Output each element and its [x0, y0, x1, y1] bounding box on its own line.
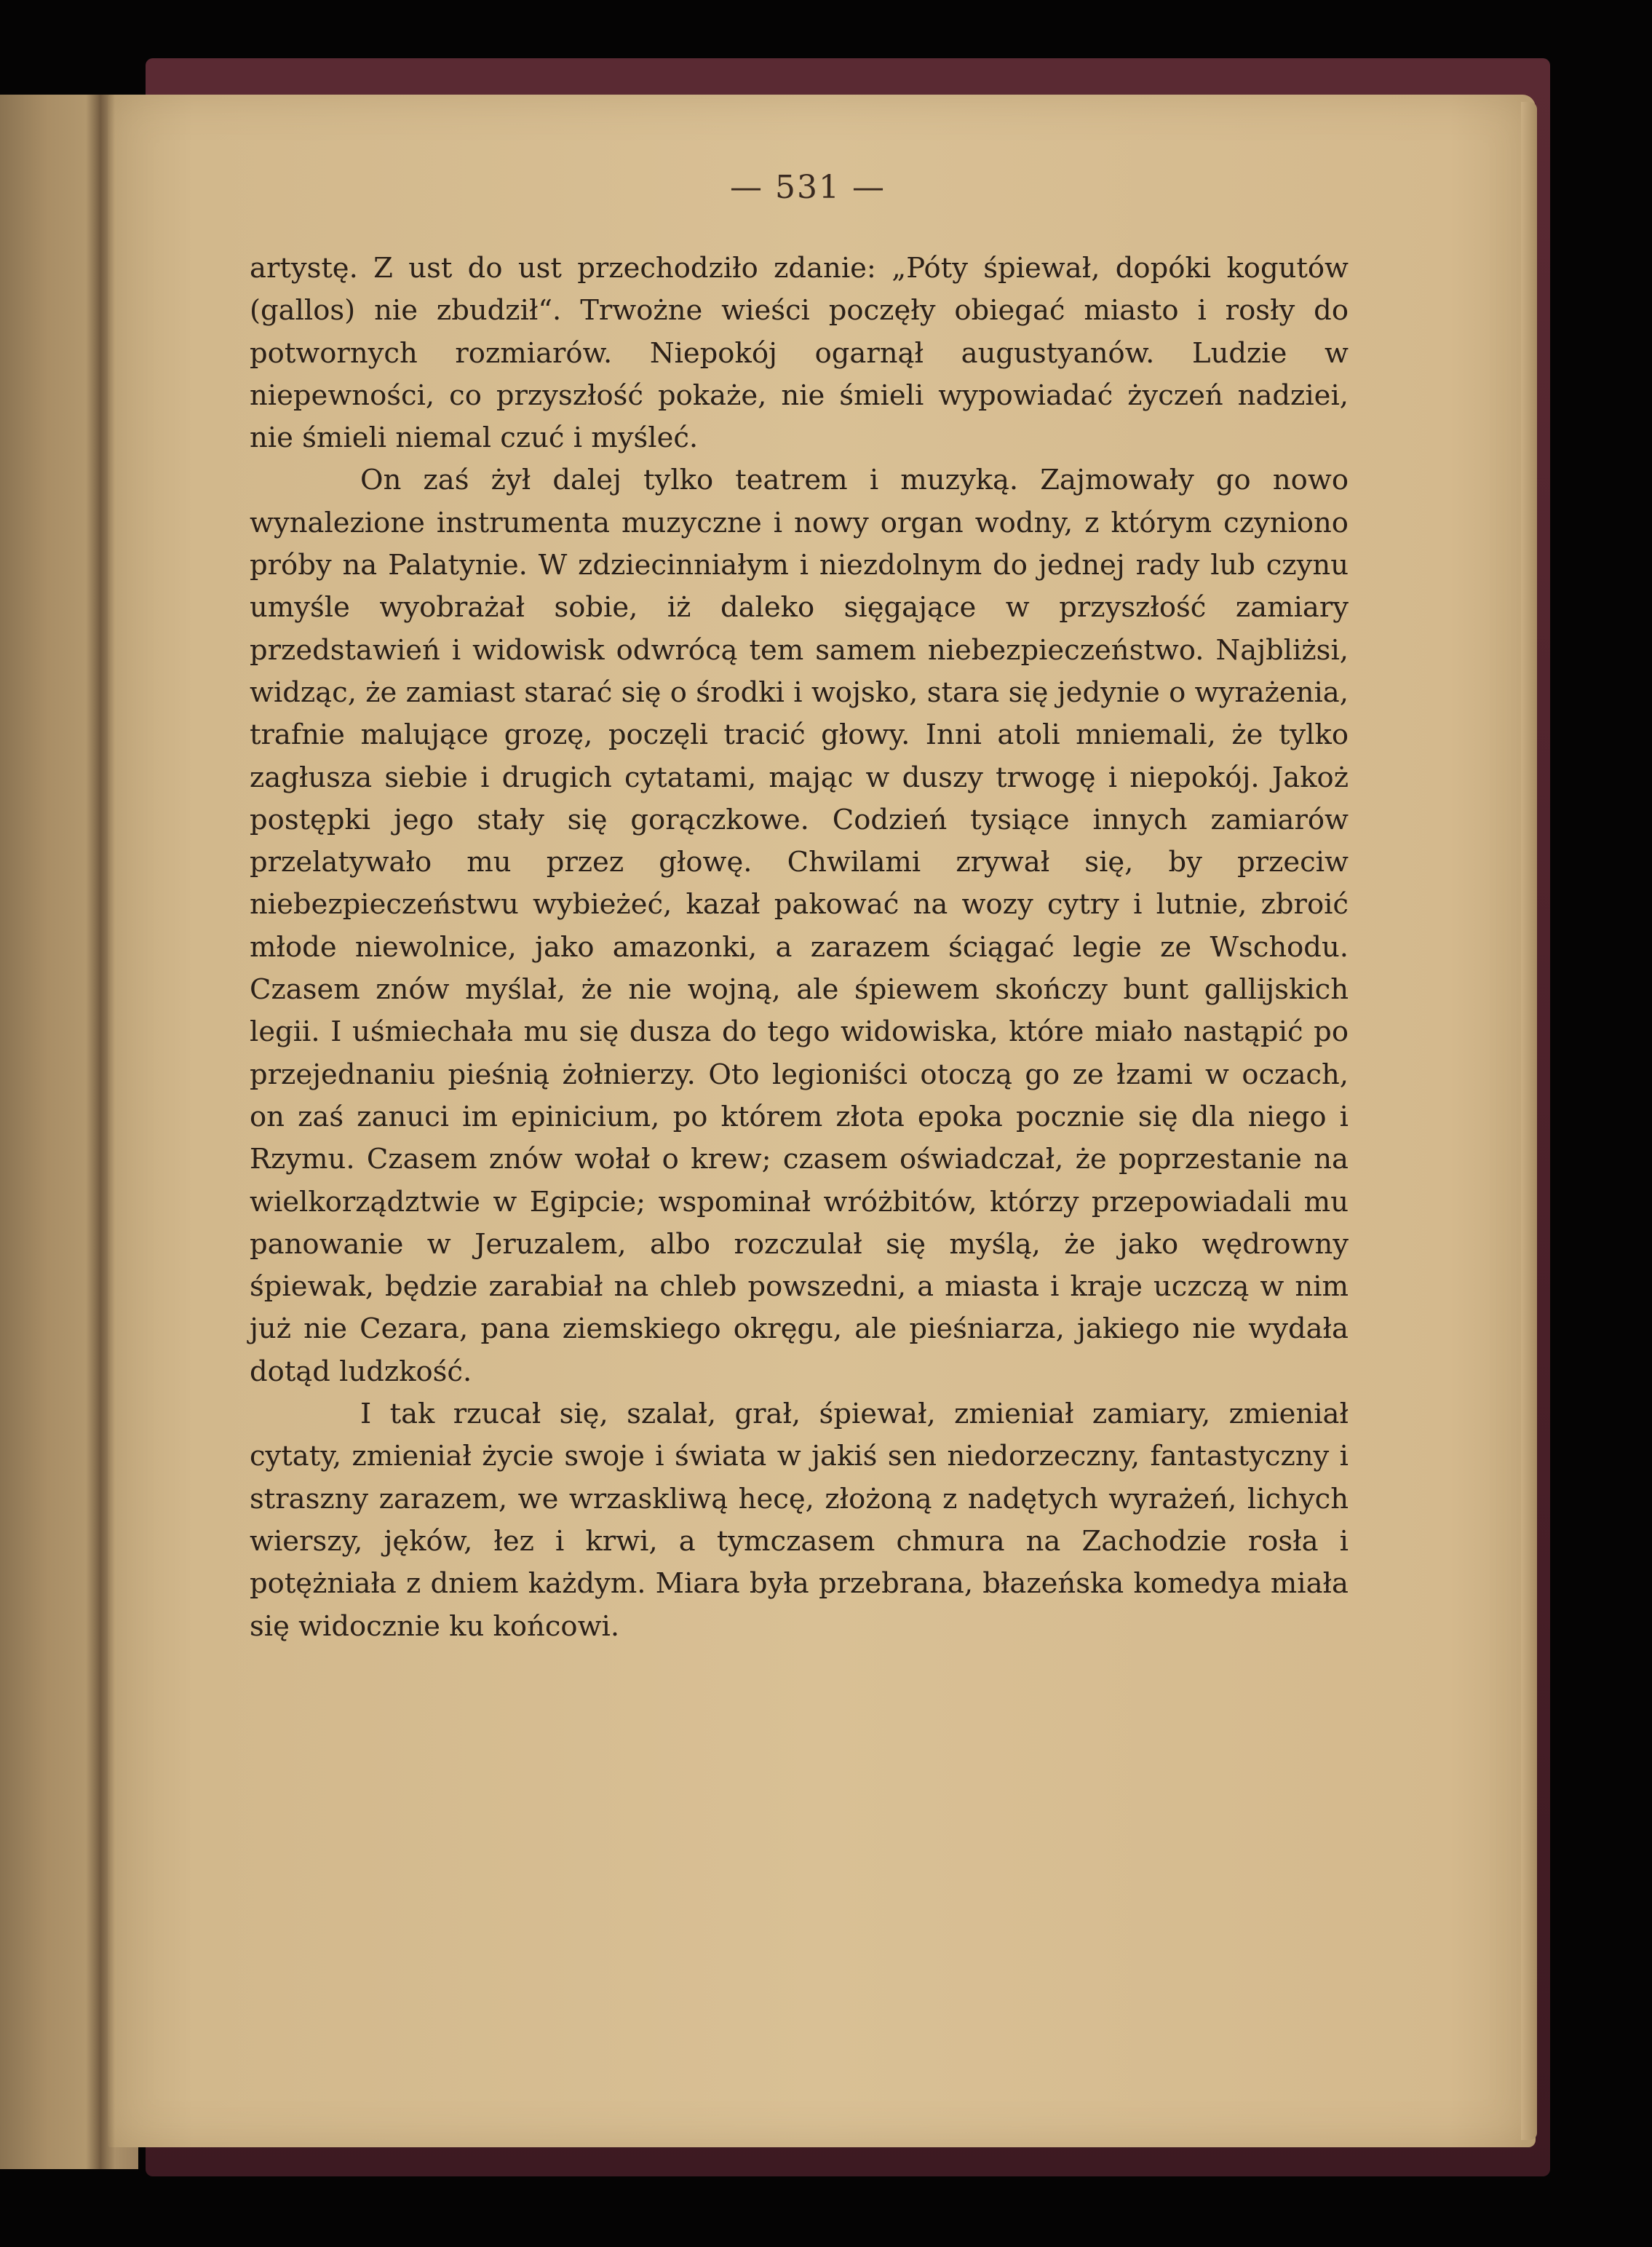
paragraph-1: artystę. Z ust do ust przechodziło zdanie: „Póty śpiewał, dopóki kogutów (gallos) nie zbudził“. Trwożne wieści poczęły obiegać miasto i rosły do potwornych rozmiarów. Niepokój ogarnął augustyanów. Ludzie w niepewności, co przyszłość pokaże, nie śmieli wypowiadać życzeń nadziei, nie śmieli niemal czuć i myśleć.: [250, 252, 1349, 455]
paragraph-2: On zaś żył dalej tylko teatrem i muzyką. Zajmowały go nowo wynalezione instrumenta muzyczne i nowy organ wodny, z którym czyniono próby na Palatynie. W zdziecinniałym i niezdolnym do jednej rady lub czynu umyśle wyobrażał sobie, iż daleko sięgające w przyszłość zamiary przedstawień i widowisk odwrócą tem samem niebezpieczeństwo. Najbliżsi, widząc, że zamiast starać się o środki i wojsko, stara się jedynie o wyrażenia, trafnie malujące grozę, poczęli tracić głowy. Inni atoli mniemali, że tylko zagłusza siebie i drugich cytatami, mając w duszy trwogę i niepokój. Jakoż postępki jego stały się gorączkowe. Codzień tysiące innych zamiarów przelatywało mu przez głowę. Chwilami zrywał się, by przeciw niebezpieczeństwu wybieżeć, kazał pakować na wozy cytry i lutnie, zbroić młode niewolnice, jako amazonki, a zarazem ściągać legie ze Wschodu. Czasem znów myślał, że nie wojną, ale śpiewem skończy bunt gallijskich legii. I uśmiechała mu się dusza do tego widowiska, które miało nastąpić po przejednaniu pieśnią żołnierzy. Oto legioniści otoczą go ze łzami w oczach, on zaś zanuci im epinicium, po którem złota epoka pocznie się dla niego i Rzymu. Czasem znów wołał o krew; czasem oświadczał, że poprzestanie na wielkorządztwie w Egipcie; wspominał wróżbitów, którzy przepowiadali mu panowanie w Jeruzalem, albo rozczulał się myślą, że jako wędrowny śpiewak, będzie zarabiał na chleb powszedni, a miasta i kraje uczczą w nim już nie Cezara, pana ziemskiego okręgu, ale pieśniarza, jakiego nie wydała dotąd ludzkość.: [250, 464, 1349, 1388]
page-number: — 531 —: [730, 169, 886, 206]
paragraph-3: I tak rzucał się, szalał, grał, śpiewał, zmieniał zamiary, zmieniał cytaty, zmieniał życie swoje i świata w jakiś sen niedorzeczny, fantastyczny i straszny zarazem, we wrzaskliwą hecę, złożoną z nadętych wyrażeń, lichych wierszy, jęków, łez i krwi, a tymczasem chmura na Zachodzie rosła i potężniała z dniem każdym. Miara była przebrana, błazeńska komedya miała się widocznie ku końcowi.: [250, 1398, 1349, 1643]
body-text: [250, 247, 1349, 1648]
book-gutter: [86, 95, 115, 2169]
page-edge-right: [1521, 102, 1537, 2140]
